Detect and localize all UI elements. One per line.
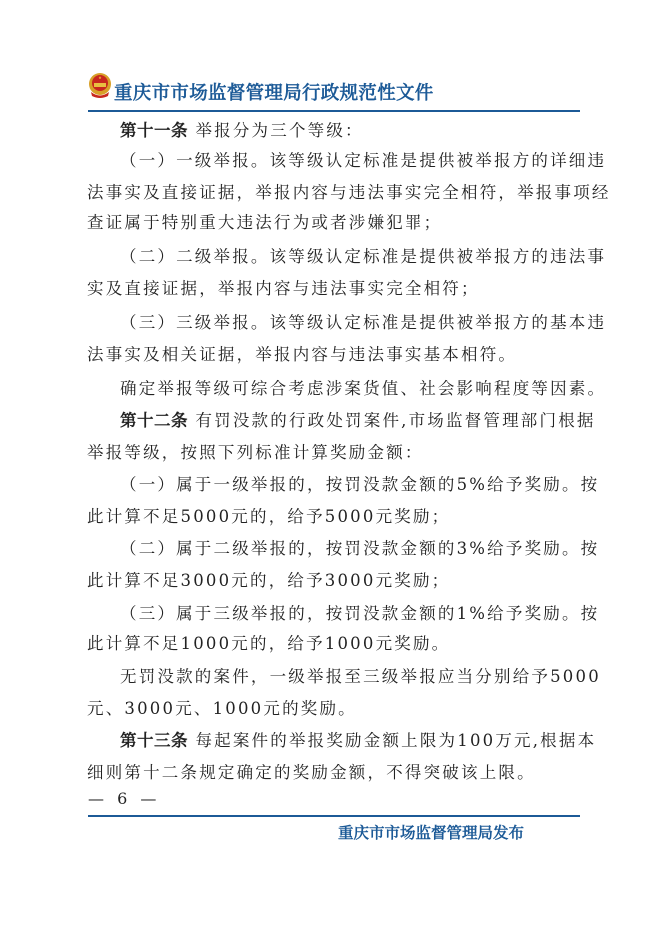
line-text: 细则第十二条规定确定的奖励金额，不得突破该上限。 — [87, 763, 536, 782]
national-emblem-icon — [88, 72, 112, 98]
line-text: 每起案件的举报奖励金额上限为100万元,根据本 — [188, 731, 597, 750]
text-line — [120, 604, 600, 624]
text-line — [120, 379, 607, 399]
text-line — [87, 443, 582, 463]
text-line — [87, 507, 582, 527]
line-text: 举报分为三个等级： — [188, 121, 364, 140]
text-line — [87, 279, 582, 299]
line-text: 实及直接证据，举报内容与违法事实完全相符； — [87, 279, 480, 298]
text-line — [120, 313, 607, 333]
line-text: （一）一级举报。该等级认定标准是提供被举报方的详细违 — [120, 151, 607, 170]
line-text: （三）三级举报。该等级认定标准是提供被举报方的基本违 — [120, 313, 607, 332]
line-text: （一）属于一级举报的，按罚没款金额的5%给予奖励。按 — [120, 475, 600, 494]
line-text: 元、3000元、1000元的奖励。 — [87, 699, 357, 718]
footer-divider — [88, 815, 580, 817]
text-line — [87, 183, 611, 203]
text-line — [87, 763, 582, 783]
text-line — [120, 247, 607, 267]
line-text: 确定举报等级可综合考虑涉案货值、社会影响程度等因素。 — [120, 379, 607, 398]
line-text: 此计算不足3000元的，给予3000元奖励； — [87, 571, 451, 590]
line-text: 此计算不足1000元的，给予1000元奖励。 — [87, 634, 451, 653]
page-number: — 6 — — [88, 789, 161, 808]
line-text: 举报等级，按照下列标准计算奖励金额： — [87, 443, 424, 462]
text-line — [87, 571, 582, 591]
text-line — [120, 731, 597, 751]
publisher: 重庆市市场监督管理局发布 — [338, 824, 525, 842]
line-text: （二）二级举报。该等级认定标准是提供被举报方的违法事 — [120, 247, 607, 266]
article-heading: 第十二条 — [120, 411, 188, 430]
line-text: （三）属于三级举报的，按罚没款金额的1%给予奖励。按 — [120, 604, 600, 623]
text-line — [120, 667, 601, 687]
text-line — [120, 475, 600, 495]
article-heading: 第十一条 — [120, 121, 188, 140]
line-text: 此计算不足5000元的，给予5000元奖励； — [87, 507, 451, 526]
text-line — [87, 634, 582, 654]
line-text: 有罚没款的行政处罚案件,市场监督管理部门根据 — [188, 411, 596, 430]
text-line — [87, 699, 582, 719]
text-line — [87, 213, 582, 233]
line-text: 无罚没款的案件，一级举报至三级举报应当分别给予5000 — [120, 667, 601, 686]
header-divider — [88, 110, 580, 112]
text-line — [120, 121, 580, 141]
text-line — [120, 411, 596, 431]
line-text: 法事实及相关证据，举报内容与违法事实基本相符。 — [87, 345, 518, 364]
header-title: 重庆市市场监督管理局行政规范性文件 — [114, 83, 434, 104]
text-line — [120, 151, 607, 171]
article-heading: 第十三条 — [120, 731, 188, 750]
text-line — [87, 345, 582, 365]
line-text: （二）属于二级举报的，按罚没款金额的3%给予奖励。按 — [120, 539, 600, 558]
line-text: 查证属于特别重大违法行为或者涉嫌犯罪； — [87, 213, 443, 232]
text-line — [120, 539, 600, 559]
line-text: 法事实及直接证据，举报内容与违法事实完全相符，举报事项经 — [87, 183, 611, 202]
